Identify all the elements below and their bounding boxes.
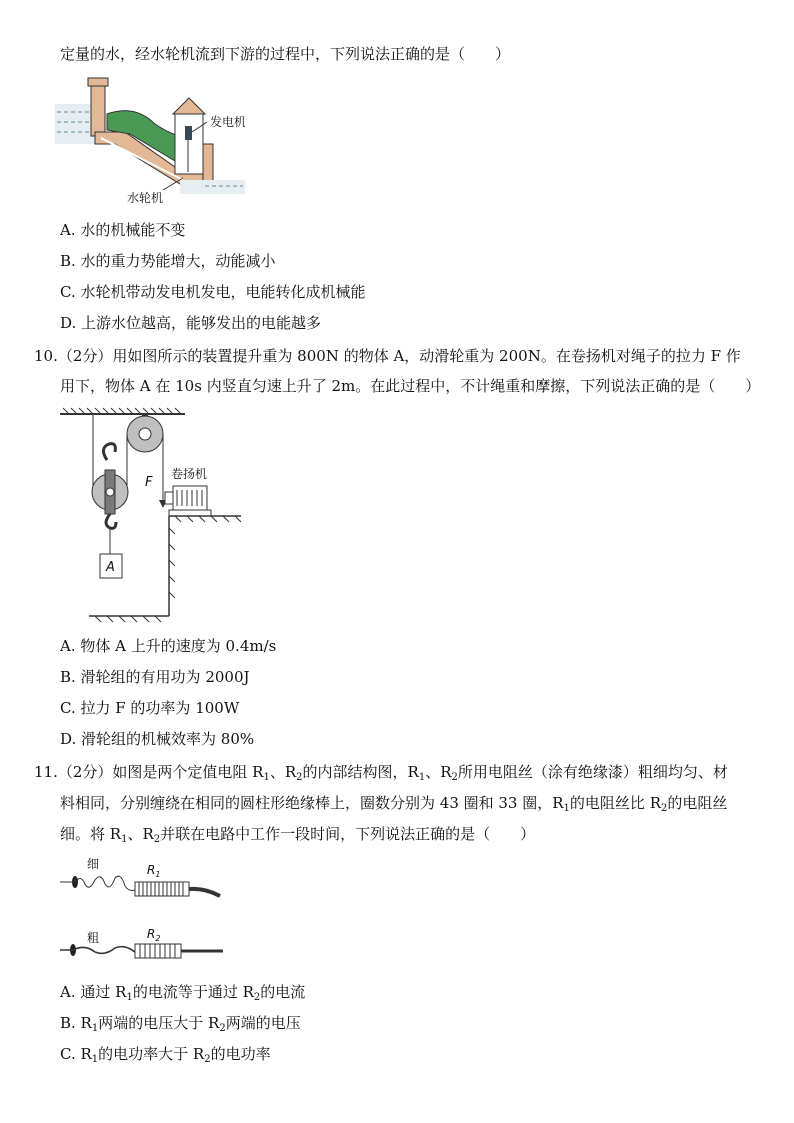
q11-option-c[interactable]: C. $R_1$的电功率大于 $R_2$的电功率 xyxy=(60,1045,271,1065)
resistor-structure-figure xyxy=(55,852,235,972)
r1-label: $R_1$ xyxy=(147,863,161,879)
q10-option-a[interactable]: A. 物体 A 上升的速度为 0.4m/s xyxy=(60,637,277,655)
generator-label: 发电机 xyxy=(210,115,245,129)
q10-stem-line2: 用下，物体 A 在 10s 内竖直匀速上升了 2m。在此过程中，不计绳重和摩擦，下列说法正确的是（ ） xyxy=(60,377,761,395)
q9-option-b[interactable]: B. 水的重力势能增大，动能减小 xyxy=(60,252,276,270)
q11-option-b[interactable]: B. $R_1$两端的电压大于 $R_2$两端的电压 xyxy=(60,1014,301,1034)
pulley-system-figure xyxy=(55,404,245,624)
q10-option-b[interactable]: B. 滑轮组的有用功为 2000J xyxy=(60,668,250,686)
thick-label: 粗 xyxy=(87,931,100,945)
r2-label: $R_2$ xyxy=(147,927,161,943)
q11-stem-line2: 料相同，分别缠绕在相同的圆柱形绝缘棒上，圈数分别为 43 圈和 33 圈，$R_1$的电阻丝比 $R_2$的电阻丝 xyxy=(60,794,728,814)
hydro-station-figure xyxy=(55,74,245,204)
winch-label: 卷扬机 xyxy=(171,467,208,481)
turbine-label: 水轮机 xyxy=(127,191,164,204)
q9-option-c[interactable]: C. 水轮机带动发电机发电，电能转化成机械能 xyxy=(60,283,366,301)
q11-stem-line3: 细。将 $R_1$、$R_2$并联在电路中工作一段时间，下列说法正确的是（ ） xyxy=(60,825,536,845)
q10-option-c[interactable]: C. 拉力 F 的功率为 100W xyxy=(60,699,240,717)
q9-option-d[interactable]: D. 上游水位越高，能够发出的电能越多 xyxy=(60,314,322,332)
q10-stem-line1: 10.（2分）用如图所示的装置提升重为 800N 的物体 A，动滑轮重为 200N。在卷扬机对绳子的拉力 F 作 xyxy=(34,347,741,365)
q9-option-a[interactable]: A. 水的机械能不变 xyxy=(60,221,186,239)
force-f-label: F xyxy=(145,475,153,490)
thin-label: 细 xyxy=(87,857,100,871)
object-a-label: A xyxy=(106,560,115,575)
q11-option-a[interactable]: A. 通过 $R_1$的电流等于通过 $R_2$的电流 xyxy=(60,983,306,1003)
q11-stem-line1: 11.（2分）如图是两个定值电阻 $R_1$、$R_2$的内部结构图，$R_1$、$R_2$所用电阻丝（涂有绝缘漆）粗细均匀、材 xyxy=(34,763,728,783)
q9-stem-tail: 定量的水，经水轮机流到下游的过程中，下列说法正确的是（ ） xyxy=(60,45,511,63)
q10-option-d[interactable]: D. 滑轮组的机械效率为 80% xyxy=(60,730,255,748)
